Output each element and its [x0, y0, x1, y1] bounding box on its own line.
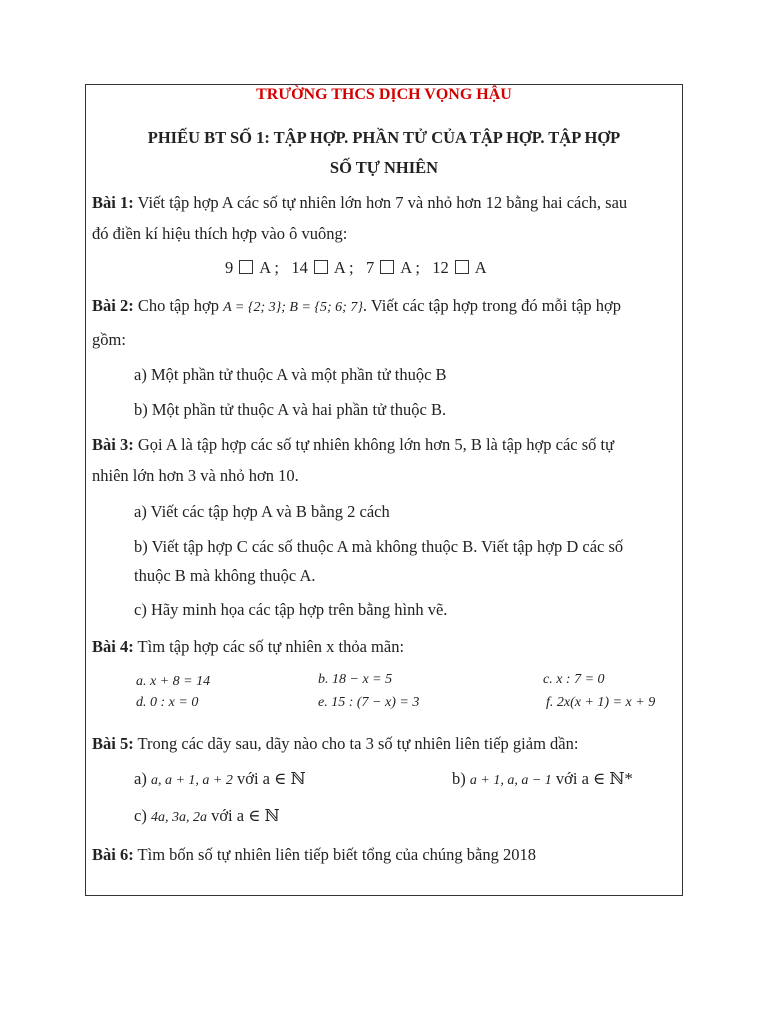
equation-expr: 18 − x = 5: [332, 672, 393, 687]
bai1-item-set: A ;: [333, 258, 354, 277]
bai3-part-b-line2: thuộc B mà không thuộc A.: [134, 566, 316, 585]
option-expr: a + 1, a, a − 1: [469, 773, 552, 788]
set-separator: ;: [281, 300, 290, 315]
bai3-line1: [92, 435, 614, 455]
bai1-text: Viết tập hợp A các số tự nhiên lớn hơn 7 và nhỏ hơn 12 bằng hai cách, sau: [133, 193, 628, 212]
equation-prefix: c.: [543, 672, 553, 687]
bai1-line1: [92, 193, 627, 213]
bai2-text: . Viết các tập hợp trong đó mỗi tập hợp: [362, 296, 622, 315]
school-name: TRƯỜNG THCS DỊCH VỌNG HẬU: [256, 86, 512, 103]
option-prefix: b): [452, 769, 470, 788]
bai2-part-a: a) Một phần tử thuộc A và một phần tử thuộc B: [134, 365, 447, 384]
bai4-text: Tìm tập hợp các số tự nhiên x thỏa mãn:: [133, 637, 405, 656]
equation-expr: 2x(x + 1) = x + 9: [556, 695, 656, 710]
bai2-line2: gồm:: [92, 330, 126, 349]
option-expr: 4a, 3a, 2a: [150, 810, 207, 825]
bai5-text: Trong các dãy sau, dãy nào cho ta 3 số tự nhiên liên tiếp giảm dần:: [133, 734, 579, 753]
worksheet-title-line1: PHIẾU BT SỐ 1: TẬP HỢP. PHẦN TỬ CỦA TẬP HỢP. TẬP HỢP: [147, 128, 621, 147]
set-a-expression: A = {2; 3}: [223, 300, 282, 315]
bai1-item-num: 14: [291, 258, 308, 277]
bai4-label: Bài 4:: [92, 637, 134, 656]
set-b-expression: B = {5; 6; 7}: [289, 300, 363, 315]
bai6-text: Tìm bốn số tự nhiên liên tiếp biết tổng của chúng bằng 2018: [133, 845, 537, 864]
equation-prefix: d.: [136, 695, 147, 710]
bai2-part-b: b) Một phần tử thuộc A và hai phần tử thuộc B.: [134, 400, 447, 419]
bai1-item-set: A ;: [259, 258, 279, 277]
bai2-intro: Cho tập hợp: [133, 296, 224, 315]
bai1-fill-row: [225, 258, 487, 278]
equation-expr: 15 : (7 − x) = 3: [331, 695, 420, 710]
bai1-item-set: A ;: [400, 258, 420, 277]
equation-expr: x : 7 = 0: [556, 672, 605, 687]
worksheet-title-line2: SỐ TỰ NHIÊN: [329, 158, 439, 177]
equation-prefix: f.: [546, 695, 554, 710]
answer-box[interactable]: [314, 260, 328, 274]
bai2-label: Bài 2:: [92, 296, 134, 315]
bai3-label: Bài 3:: [92, 435, 134, 454]
equation-d: [136, 695, 198, 711]
bai3-part-c: c) Hãy minh họa các tập hợp trên bằng hình vẽ.: [134, 600, 448, 619]
option-condition: với a ∈ ℕ*: [551, 769, 633, 788]
equation-b: [318, 672, 392, 688]
bai1-item-num: 12: [432, 258, 449, 277]
equation-a: [136, 674, 210, 690]
equation-expr: 0 : x = 0: [150, 695, 199, 710]
bai5-option-a: [134, 769, 306, 789]
bai1-line2: đó điền kí hiệu thích hợp vào ô vuông:: [92, 224, 348, 243]
option-condition: với a ∈ ℕ: [206, 806, 280, 825]
option-prefix: a): [134, 769, 151, 788]
equation-c: [543, 672, 605, 688]
bai3-line2: nhiên lớn hơn 3 và nhỏ hơn 10.: [92, 466, 299, 485]
bai5-option-c: [134, 806, 280, 826]
bai6-line: [92, 845, 536, 865]
bai4-line: [92, 637, 404, 657]
bai1-item-num: 7: [365, 258, 375, 277]
equation-f: [546, 695, 655, 711]
bai5-label: Bài 5:: [92, 734, 134, 753]
bai3-part-a: a) Viết các tập hợp A và B bằng 2 cách: [134, 502, 390, 521]
bai1-label: Bài 1:: [92, 193, 134, 212]
bai3-part-b-line1: b) Viết tập hợp C các số thuộc A mà không thuộc B. Viết tập hợp D các số: [134, 537, 624, 556]
bai5-option-b: [452, 769, 633, 789]
option-condition: với a ∈ ℕ: [232, 769, 306, 788]
bai1-item-num: 9: [225, 258, 234, 277]
option-prefix: c): [134, 806, 151, 825]
equation-prefix: a.: [136, 674, 147, 689]
equation-prefix: b.: [318, 672, 329, 687]
equation-expr: x + 8 = 14: [150, 674, 211, 689]
answer-box[interactable]: [455, 260, 469, 274]
equation-prefix: e.: [318, 695, 328, 710]
bai3-text: Gọi A là tập hợp các số tự nhiên không lớn hơn 5, B là tập hợp các số tự: [133, 435, 615, 454]
answer-box[interactable]: [380, 260, 394, 274]
bai6-label: Bài 6:: [92, 845, 134, 864]
equation-e: [318, 695, 419, 711]
bai2-line1: [92, 296, 621, 316]
answer-box[interactable]: [239, 260, 253, 274]
bai5-line: [92, 734, 578, 754]
option-expr: a, a + 1, a + 2: [150, 773, 233, 788]
bai1-item-set: A: [474, 258, 487, 277]
